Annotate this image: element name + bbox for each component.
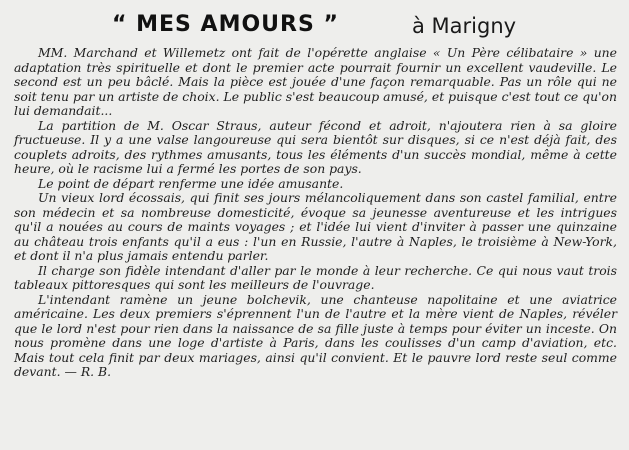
article-title: “ MES AMOURS ” — [112, 12, 339, 37]
paragraph: La partition de M. Oscar Straus, auteur fécond et adroit, n'ajoutera rien à sa gloire fructueuse. Il y a une valse langoureuse qui sera bientôt sur disques, si ce n'est déjà fait, des couplets adroits, des rythmes amusants, tous les éléments d'un succès mondial, même à cette heure, où le racisme lui a fermé les portes de son pays. — [14, 117, 617, 176]
paragraph: Il charge son fidèle intendant d'aller par le monde à leur recherche. Ce qui nous vaut trois tableaux pittoresques qui sont les meilleurs de l'ouvrage. — [14, 262, 617, 292]
article-venue: à Marigny — [412, 14, 517, 38]
paragraph: Un vieux lord écossais, qui finit ses jours mélancoliquement dans son castel familial, entre son médecin et sa nombreuse domesticité, évoque sa jeunesse aventureuse et les intrigues qu'il a nouées au cours de maints voyages ; et l'idée lui vient d'inviter à passer une quinzaine au château trois enfants qu'il a eus : l'un en Russie, l'autre à Naples, le troisième à New-York, et dont il n'a plus jamais entendu parler. — [14, 190, 617, 263]
paragraph: Le point de départ renferme une idée amusante. — [38, 175, 344, 191]
paragraph-last — [14, 293, 617, 380]
article-header — [14, 6, 617, 42]
article-body — [14, 46, 617, 380]
paragraph-text: L'intendant ramène un jeune bolchevik, une chanteuse napolitaine et une aviatrice américaine. Les deux premiers s'éprennent l'un de l'autre et la mère vient de Naples, révéler que le lord n'est pour rien dans la naissance de sa fille juste à temps pour éviter un inceste. On nous promène dans une loge d'artiste à Paris, dans les coulisses d'un camp d'aviation, etc. Mais tout cela finit par deux mariages, ainsi qu'il convient. Et le pauvre lord reste seul comme devant. — [14, 291, 617, 379]
signature: — R. B. — [64, 364, 112, 379]
paragraph: MM. Marchand et Willemetz ont fait de l'opérette anglaise « Un Père célibataire » une adaptation très spirituelle et dont le premier acte pourrait fournir un excellent vaudeville. Le second est un peu bâclé. Mais la pièce est jouée d'une façon remarquable. Pas un rôle qui ne soit tenu par un artiste de choix. Le public s'est beaucoup amusé, et puisque c'est tout ce qu'on lui demandait... — [14, 45, 617, 118]
